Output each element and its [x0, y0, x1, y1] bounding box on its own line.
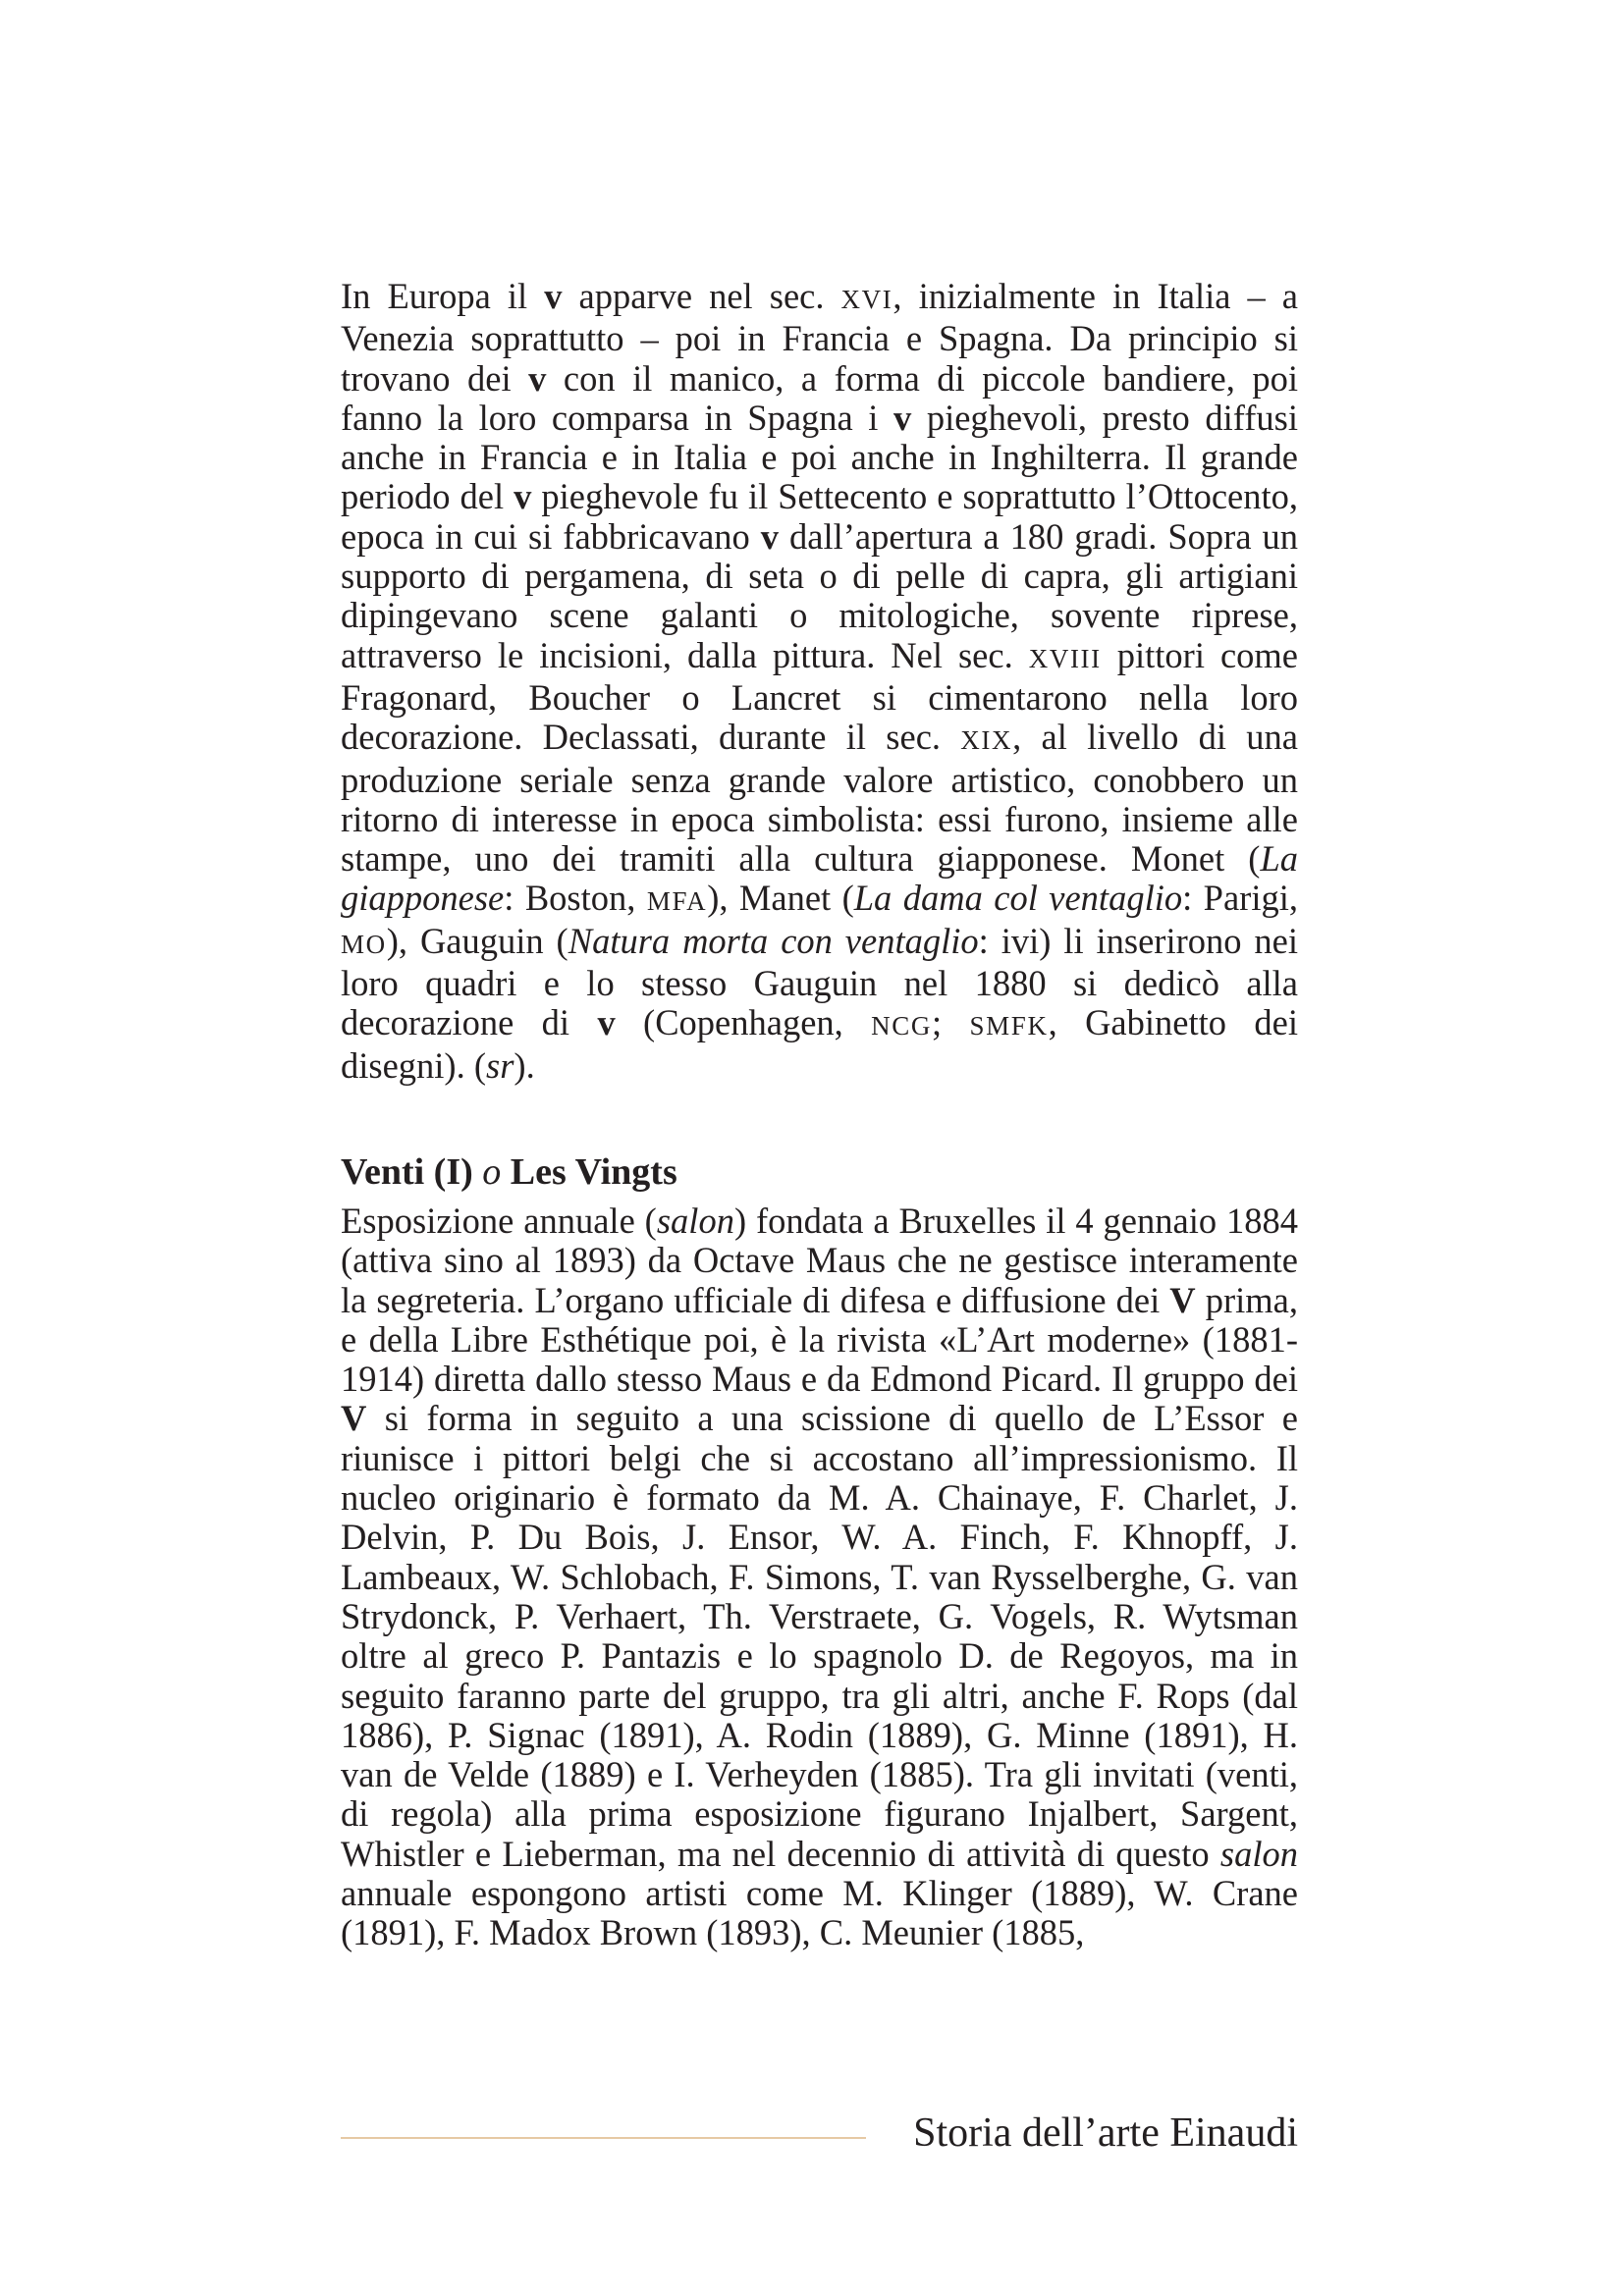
- abbrev-v: v: [544, 276, 563, 316]
- abbrev-v: v: [760, 515, 780, 557]
- text-run: ), Gauguin (: [386, 920, 568, 961]
- century-numeral: XVI: [840, 285, 893, 314]
- text-run: dall’apertura a 180 gradi. Sopra un supporto di pergamena, di seta o di pelle di capra, gli artigiani dipingevano scene galanti o mitologiche, sovente riprese, attraverso le incisioni, dalla pittura. Nel sec.: [341, 515, 1299, 675]
- text-run: ), Manet (: [707, 878, 854, 919]
- artwork-title: Natura morta con ventaglio: [568, 920, 979, 961]
- entry-heading-conjunction: o: [482, 1151, 502, 1193]
- abbrev-v: v: [893, 397, 912, 438]
- paragraph-les-vingts: [341, 1201, 1298, 1953]
- text-run: : Boston,: [504, 878, 647, 919]
- text-run: (Copenhagen,: [615, 1002, 872, 1043]
- entry-heading: [341, 1150, 1298, 1194]
- author-initials: sr: [486, 1044, 514, 1086]
- abbrev-V: V: [341, 1398, 367, 1439]
- paragraph-ventaglio-history: [341, 277, 1298, 1086]
- artwork-title: La giapponese: [341, 838, 1298, 919]
- footer-publication-title: Storia dell’arte Einaudi: [913, 2110, 1298, 2156]
- abbrev-v: v: [528, 357, 547, 399]
- century-numeral: XVIII: [1028, 643, 1102, 673]
- century-numeral: XIX: [960, 725, 1013, 756]
- text-run: , inizialmente in Italia – a Venezia soprattutto – poi in Francia e Spagna. Da principio si trovano dei: [341, 276, 1299, 399]
- abbrev-V: V: [1169, 1279, 1196, 1320]
- text-run: : ivi) li inserirono nei loro quadri e lo stesso Gauguin nel 1880 si dedicò alla decorazione di: [341, 920, 1298, 1043]
- footer-rule: [341, 2137, 866, 2139]
- museum-abbrev: SMFK: [969, 1011, 1049, 1041]
- text-run: ) fondata a Bruxelles il 4 gennaio 1884 (attiva sino al 1893) da Octave Maus che ne gestisce interamente la segreteria. L’organo ufficiale di difesa e diffusione dei: [341, 1201, 1298, 1320]
- museum-abbrev: NCG: [871, 1011, 933, 1041]
- text-run: : Parigi,: [1182, 878, 1298, 919]
- text-run: , al livello di una produzione seriale senza grande valore artistico, conobbero un ritorno di interesse in epoca simbolista: essi furono, insieme alle stampe, uno dei tramiti alla cultura giapponese. Monet (: [341, 717, 1299, 880]
- page-footer: [341, 2109, 1298, 2158]
- text-run: con il manico, a forma di piccole bandiere, poi fanno la loro comparsa in Spagna i: [341, 357, 1299, 438]
- text-run: apparve nel sec.: [562, 276, 841, 316]
- museum-abbrev: MFA: [646, 886, 708, 917]
- term-salon: salon: [656, 1201, 734, 1241]
- text-run: pieghevoli, presto diffusi anche in Francia e in Italia e poi anche in Inghilterra. Il grande periodo del: [341, 397, 1298, 517]
- text-run: annuale espongono artisti come M. Klinger (1889), W. Crane (1891), F. Madox Brown (1893), C. Meunier (1885,: [341, 1873, 1298, 1953]
- abbrev-v: v: [597, 1002, 616, 1043]
- text-run: prima, e della Libre Esthétique poi, è la rivista «L’Art moderne» (1881-1914) diretta dallo stesso Maus e da Edmond Picard. Il gruppo dei: [341, 1279, 1298, 1400]
- text-run: ;: [932, 1002, 970, 1043]
- artwork-title: La dama col ventaglio: [853, 878, 1183, 919]
- text-run: pieghevole fu il Settecento e soprattutto l’Ottocento, epoca in cui si fabbricavano: [341, 476, 1298, 557]
- text-run: pittori come Fragonard, Boucher o Lancret si cimentarono nella loro decorazione. Declassati, durante il sec.: [341, 634, 1298, 758]
- museum-abbrev: MO: [341, 929, 387, 959]
- term-salon: salon: [1219, 1833, 1298, 1874]
- text-run: Esposizione annuale (: [341, 1201, 657, 1241]
- text-run: si forma in seguito a una scissione di quello de L’Essor e riunisce i pittori belgi che si accostano all’impressionismo. Il nucleo originario è formato da M. A. Chainaye, F. Charlet, J. Delvin, P. Du Bois, J. Ensor, W. A. Finch, F. Khnopff, J. Lambeaux, W. Schlobach, F. Simons, T. van Rysselberghe, G. van Strydonck, P. Verhaert, Th. Verstraete, G. Vogels, R. Wytsman oltre al greco P. Pantazis e lo spagnolo D. de Regoyos, ma in seguito faranno parte del gruppo, tra gli altri, anche F. Rops (dal 1886), P. Signac (1891), A. Rodin (1889), G. Minne (1891), H. van de Velde (1889) e I. Verheyden (1885). Tra gli invitati (venti, di regola) alla prima esposizione figurano Injalbert, Sargent, Whistler e Lieberman, ma nel decennio di attività di questo: [341, 1398, 1298, 1874]
- text-run: In Europa il: [341, 276, 545, 316]
- text-run: ).: [514, 1044, 535, 1086]
- entry-heading-alternate: Les Vingts: [510, 1151, 677, 1193]
- abbrev-v: v: [514, 476, 532, 517]
- entry-heading-main: Venti (I): [341, 1151, 473, 1193]
- text-run: , Gabinetto dei disegni). (: [341, 1002, 1298, 1086]
